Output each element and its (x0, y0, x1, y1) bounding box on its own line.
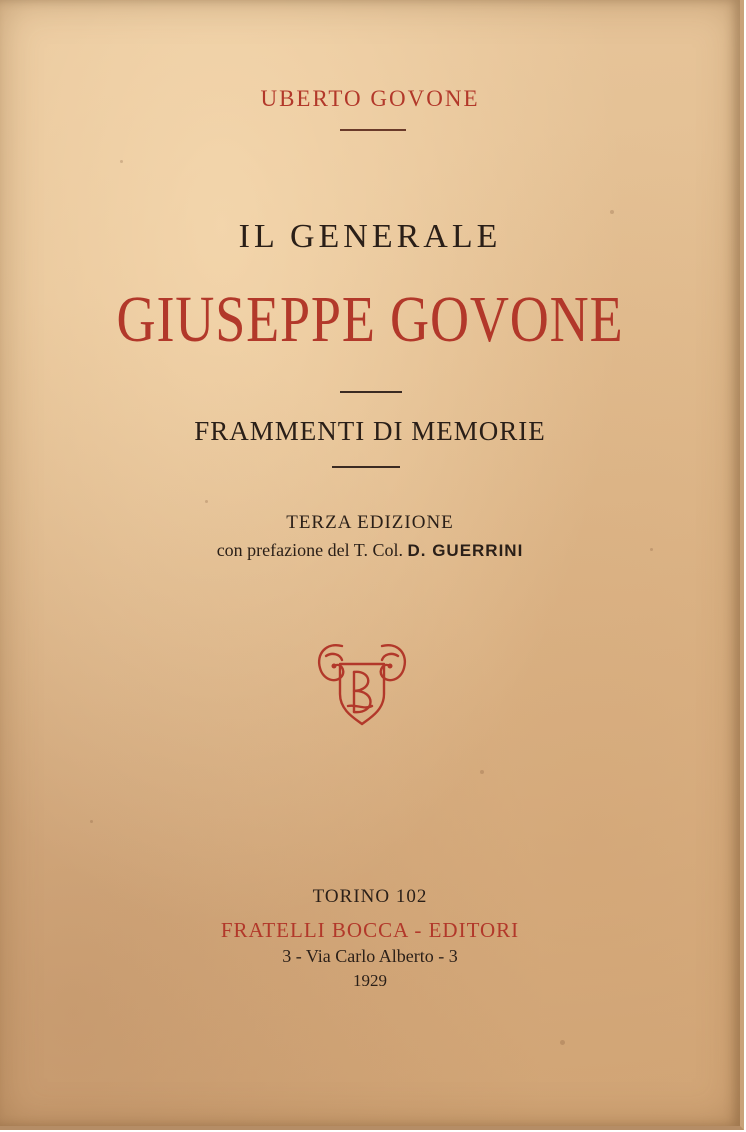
divider-rule (332, 466, 400, 468)
imprint-year: 1929 (353, 971, 387, 990)
imprint-address: 3 - Via Carlo Alberto - 3 (282, 946, 458, 966)
preface-author: D. GUERRINI (407, 541, 524, 560)
subtitle: FRAMMENTI DI MEMORIE (194, 416, 546, 446)
paper-speck (480, 770, 484, 774)
preface-line (0, 540, 740, 561)
paper-speck (205, 500, 208, 503)
divider-rule (340, 129, 406, 131)
author-name: UBERTO GOVONE (260, 86, 480, 111)
title-main: GIUSEPPE GOVONE (116, 283, 624, 356)
imprint-publisher: FRATELLI BOCCA - EDITORI (220, 918, 520, 942)
edition-label: TERZA EDIZIONE (286, 512, 454, 533)
paper-speck (610, 210, 614, 214)
title-line-1: IL GENERALE (238, 218, 502, 255)
paper-speck (120, 160, 123, 163)
imprint-city: TORINO 102 (312, 886, 428, 907)
publisher-crest-icon (312, 636, 412, 730)
preface-prefix: con prefazione del T. Col. (216, 540, 403, 560)
paper-speck (560, 1040, 565, 1045)
divider-rule (340, 391, 402, 393)
paper-speck (90, 820, 93, 823)
